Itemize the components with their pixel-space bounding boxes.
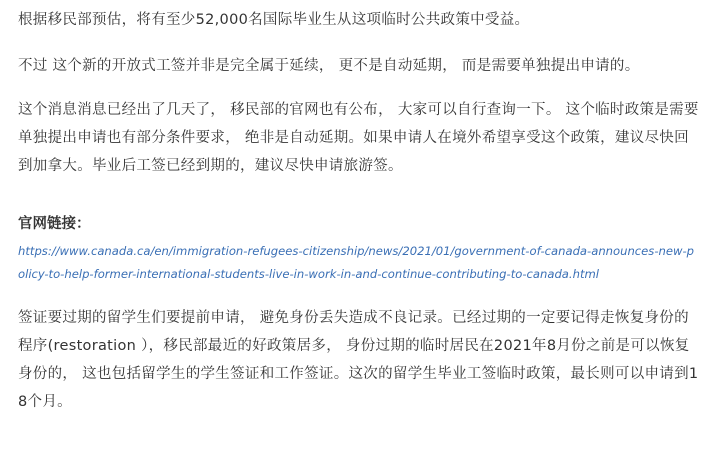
paragraph-restoration: 签证要过期的留学生们要提前申请， 避免身份丢失造成不良记录。已经过期的一定要记得走恢复身份的程序(restoration ），移民部最近的好政策居多， 身份过期的临时居民在2021年8月份之前是可以恢复身份的， 这也包括留学生的学生签证和工作签证。这次的留学生毕业工签临时政策，最长则可以申请到18个月。 — [18, 310, 699, 410]
paragraph-not-extension: 不过 这个新的开放式工签并非是完全属于延续， 更不是自动延期， 而是需要单独提出申请的。 — [18, 58, 640, 74]
paragraph-apply-separately: 这个消息消息已经出了几天了， 移民部的官网也有公布， 大家可以自行查询一下。 这个临时政策是需要单独提出申请也有部分条件要求， 绝非是自动延期。如果申请人在境外希望享受这个政策，建议尽快回到加拿大。毕业后工签已经到期的，建议尽快申请旅游签。 — [18, 102, 699, 174]
article-body — [18, 6, 700, 416]
official-link[interactable]: https://www.canada.ca/en/immigration-refugees-citizenship/news/2021/01/government-of-canada-announces-new-policy-to-help-former-international-students-live-in-work-in-and-continue-contributing-to-canada.html — [18, 244, 695, 281]
paragraph-beneficiaries: 根据移民部预估，将有至少52,000名国际毕业生从这项临时公共政策中受益。 — [18, 12, 530, 28]
official-link-heading: 官网链接： — [18, 216, 91, 232]
